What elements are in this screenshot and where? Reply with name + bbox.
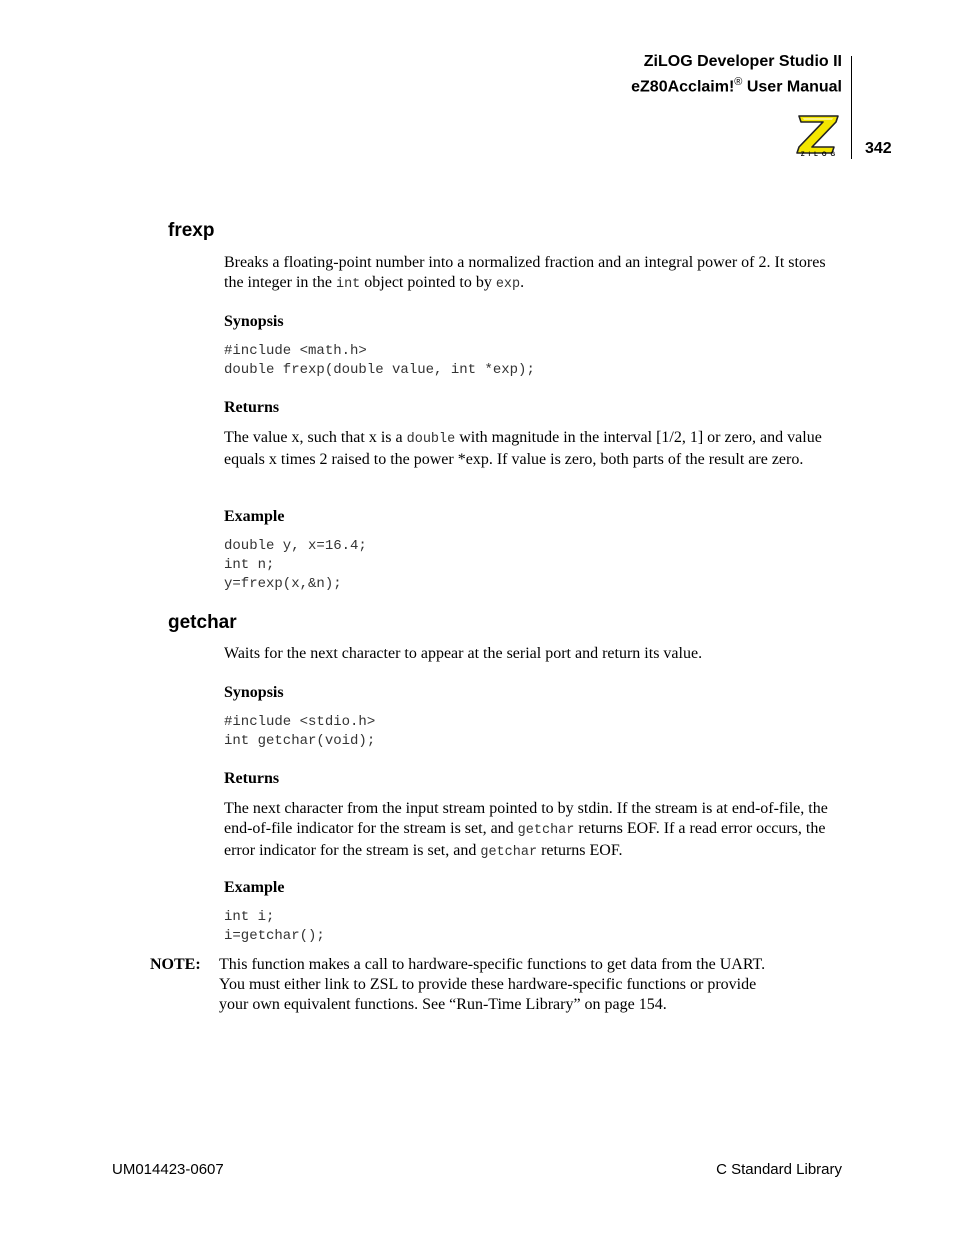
logo-wordmark: ZiLOG xyxy=(800,152,840,158)
zilog-logo xyxy=(794,113,844,161)
section-heading-getchar: getchar xyxy=(168,612,237,633)
getchar-returns-text: The next character from the input stream pointed to by stdin. If the stream is at end-of-file, the end-of-file indicator for the stream is set, and getchar returns EOF. If a read error occurs, the error indicator for the stream is set, and getchar returns EOF. xyxy=(224,800,828,860)
getchar-example-code: int i; i=getchar(); xyxy=(224,909,325,944)
getchar-example-heading: Example xyxy=(224,879,285,896)
manual-title-line1: ZiLOG Developer Studio II xyxy=(643,53,842,70)
getchar-returns-heading: Returns xyxy=(224,770,280,787)
getchar-synopsis-heading: Synopsis xyxy=(224,684,284,701)
footer-section-name: C Standard Library xyxy=(716,1161,842,1178)
note-label: NOTE: xyxy=(150,956,201,973)
registered-mark: ® xyxy=(734,76,743,88)
frexp-returns-text: The value x, such that x is a double with magnitude in the interval [1/2, 1] or zero, and value equals x times 2 raised to the power *exp. If value is zero, both parts of the result are zero. xyxy=(224,429,822,468)
product-name: eZ80Acclaim! xyxy=(631,78,735,96)
note-text: This function makes a call to hardware-specific functions to get data from the UART. You must either link to ZSL to provide these hardware-specific functions or provide your own equivalent functions. See “Run-Time Library” on page 154. xyxy=(219,956,766,1013)
getchar-synopsis-code: #include <stdio.h> int getchar(void); xyxy=(224,714,376,749)
page-number: 342 xyxy=(865,140,892,157)
inline-code-getchar: getchar xyxy=(480,845,538,860)
frexp-description: Breaks a floating-point number into a normalized fraction and an integral power of 2. It stores the integer in the int object pointed to by exp. xyxy=(224,254,826,292)
inline-code-int: int xyxy=(335,277,361,292)
manual-type: User Manual xyxy=(742,78,842,96)
inline-code-double: double xyxy=(406,432,456,447)
frexp-example-heading: Example xyxy=(224,508,285,525)
header-divider xyxy=(851,56,852,159)
inline-code-getchar: getchar xyxy=(517,823,575,838)
frexp-returns-heading: Returns xyxy=(224,399,280,416)
getchar-description: Waits for the next character to appear at the serial port and return its value. xyxy=(224,645,703,662)
frexp-example-code: double y, x=16.4; int n; y=frexp(x,&n); xyxy=(224,538,367,592)
inline-code-exp: exp xyxy=(495,277,521,292)
footer-document-id: UM014423-0607 xyxy=(112,1161,224,1178)
frexp-synopsis-code: #include <math.h> double frexp(double value, int *exp); xyxy=(224,343,535,378)
frexp-synopsis-heading: Synopsis xyxy=(224,313,284,330)
manual-title-line2 xyxy=(631,72,842,97)
section-heading-frexp: frexp xyxy=(168,220,215,241)
